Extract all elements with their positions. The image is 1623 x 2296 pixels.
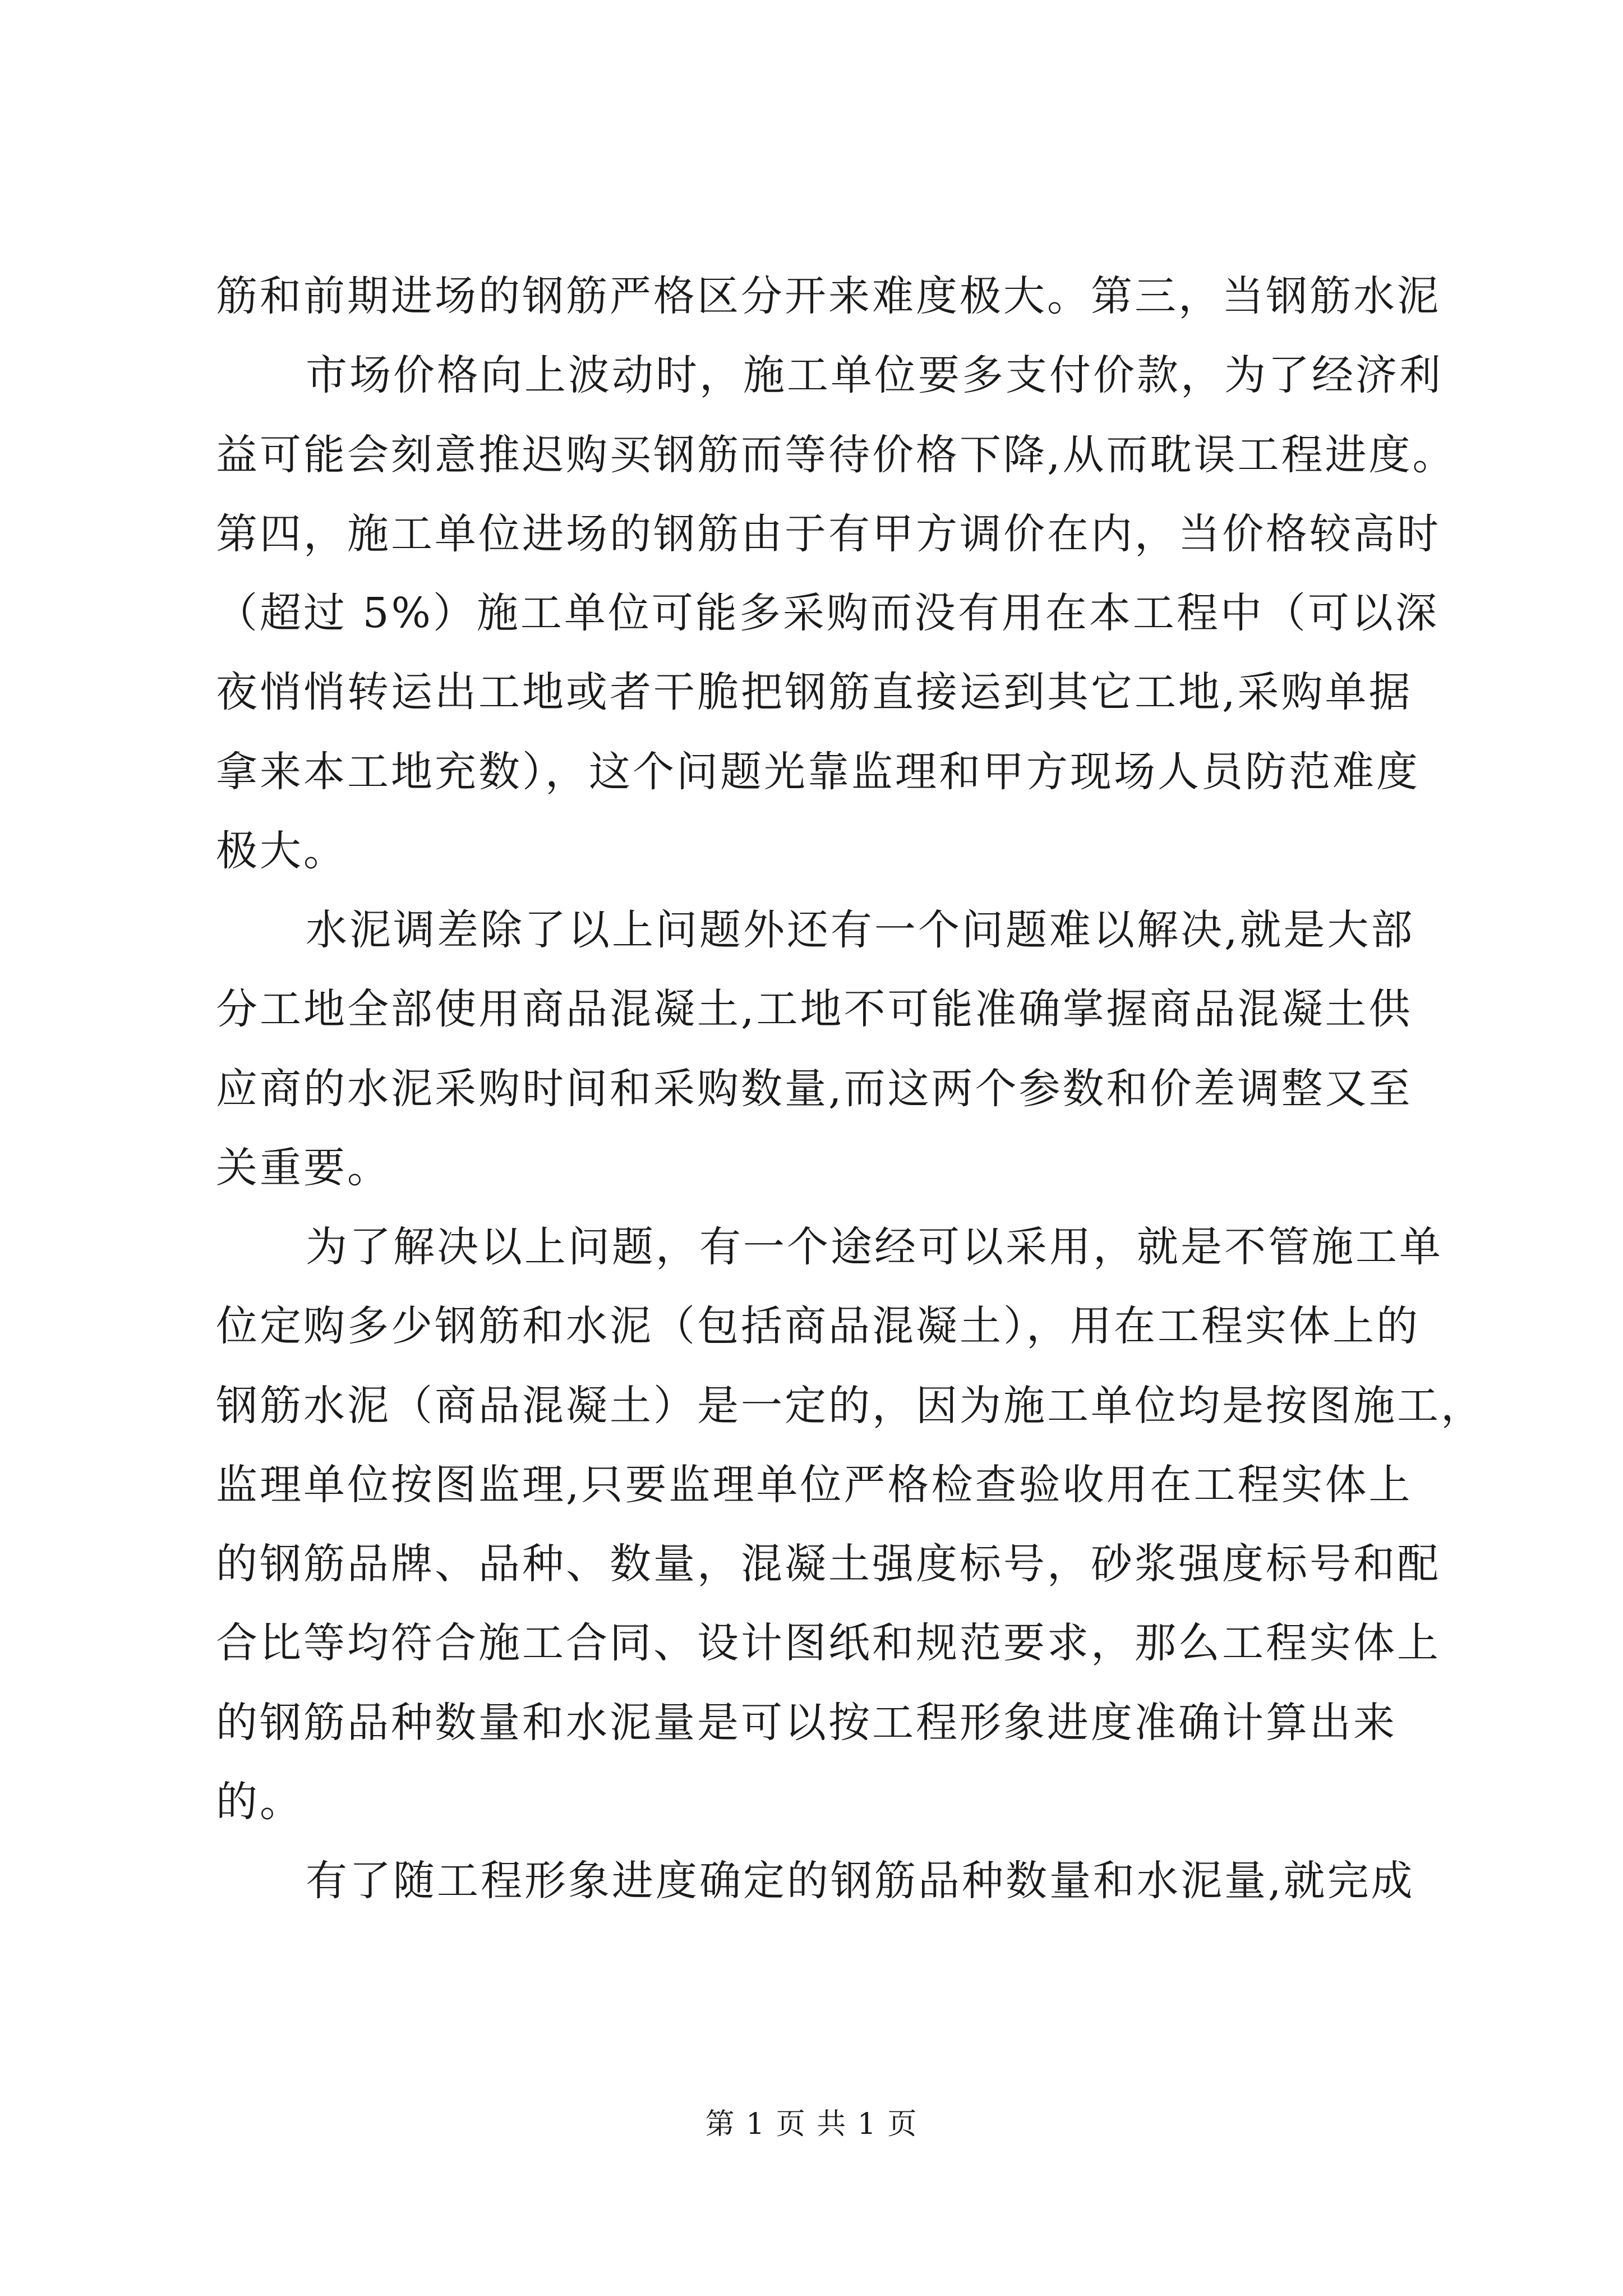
- paragraph-line: 有了随工程形象进度确定的钢筋品种数量和水泥量,就完成: [306, 1857, 1415, 1905]
- paragraph-line: 水泥调差除了以上问题外还有一个问题难以解决,就是大部: [306, 906, 1415, 954]
- paragraph-line: 应商的水泥采购时间和采购数量,而这两个参数和价差调整又至: [216, 1065, 1413, 1113]
- paragraph-line: 分工地全部使用商品混凝土,工地不可能准确掌握商品混凝土供: [216, 985, 1413, 1033]
- paragraph-line: 第四，施工单位进场的钢筋由于有甲方调价在内，当价格较高时: [216, 510, 1441, 558]
- paragraph-line: 关重要。: [216, 1144, 391, 1192]
- paragraph-line: 益可能会刻意推迟购买钢筋而等待价格下降,从而耽误工程进度。: [216, 431, 1456, 479]
- paragraph-line: 的钢筋品种数量和水泥量是可以按工程形象进度准确计算出来: [216, 1699, 1397, 1747]
- paragraph-line: 筋和前期进场的钢筋严格区分开来难度极大。第三，当钢筋水泥: [216, 272, 1441, 320]
- paragraph-line: 监理单位按图监理,只要监理单位严格检查验收用在工程实体上: [216, 1461, 1413, 1509]
- paragraph-line: 拿来本工地充数），这个问题光靠监理和甲方现场人员防范难度: [216, 748, 1420, 796]
- paragraph-line: 为了解决以上问题，有一个途经可以采用，就是不管施工单: [306, 1223, 1443, 1271]
- paragraph-line: 的钢筋品牌、品种、数量，混凝土强度标号，砂浆强度标号和配: [216, 1540, 1441, 1588]
- paragraph-line: 极大。: [216, 827, 347, 875]
- paragraph-line: 市场价格向上波动时，施工单位要多支付价款，为了经济利: [306, 351, 1443, 399]
- paragraph-line: 夜悄悄转运出工地或者干脆把钢筋直接运到其它工地,采购单据: [216, 668, 1413, 716]
- page-footer: 第 1 页 共 1 页: [705, 2108, 918, 2141]
- paragraph-line: 钢筋水泥（商品混凝土）是一定的，因为施工单位均是按图施工，: [216, 1382, 1484, 1430]
- paragraph-line: （超过 5%）施工单位可能多采购而没有用在本工程中（可以深: [216, 589, 1439, 637]
- paragraph-line: 的。: [216, 1778, 303, 1826]
- paragraph-line: 合比等均符合施工合同、设计图纸和规范要求，那么工程实体上: [216, 1619, 1441, 1667]
- paragraph-line: 位定购多少钢筋和水泥（包括商品混凝土），用在工程实体上的: [216, 1302, 1420, 1350]
